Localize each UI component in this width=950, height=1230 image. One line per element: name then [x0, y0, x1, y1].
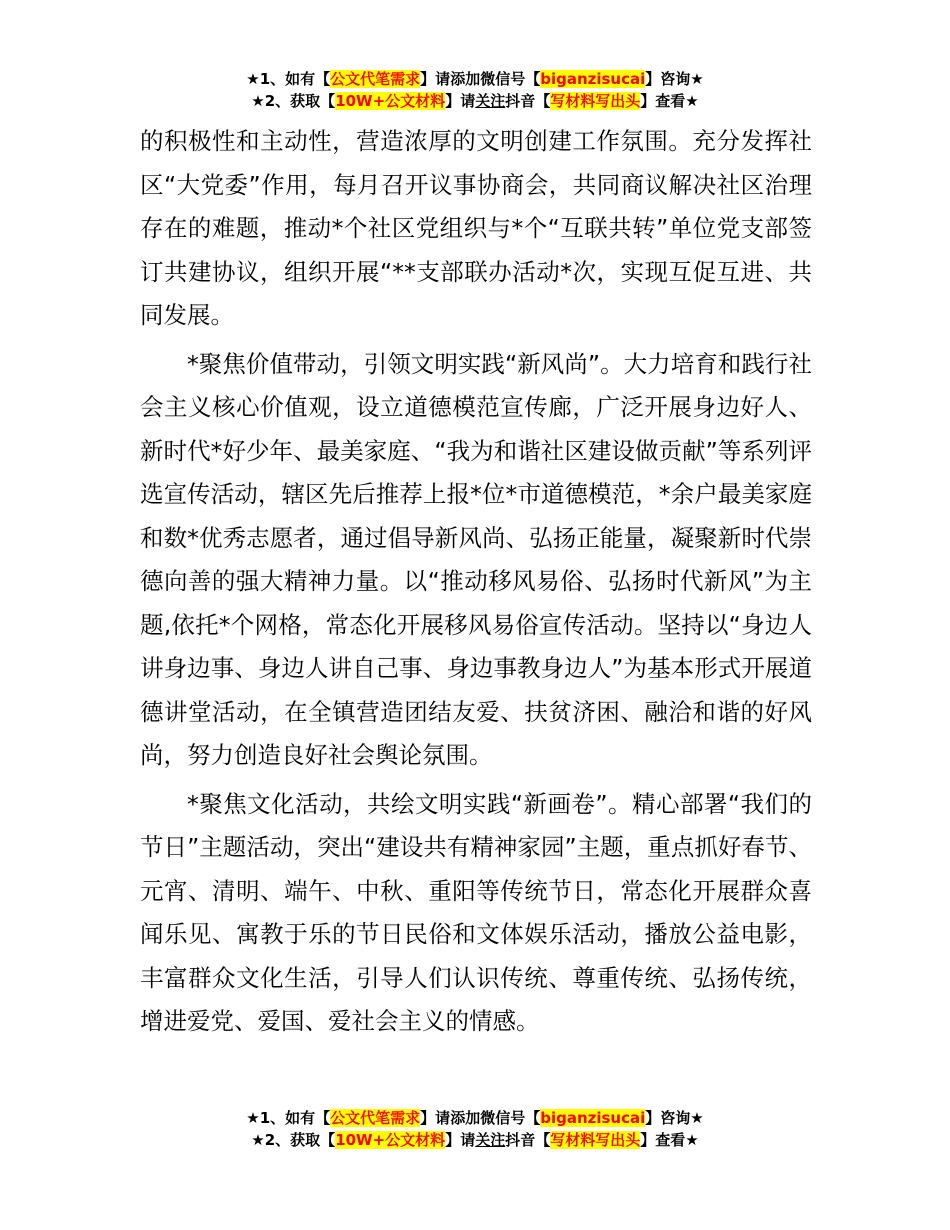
banner-line-2-mid: 】请 [445, 1131, 476, 1149]
banner-line-1 [0, 1107, 950, 1129]
banner-line-2-mid: 】请 [445, 92, 476, 110]
banner-line-2 [0, 90, 950, 112]
banner-line-2-underline-word: 关注 [475, 92, 506, 110]
banner-line-2-suffix: 】查看★ [640, 92, 699, 110]
banner-line-1-suffix: 】咨询★ [645, 70, 704, 88]
header-banner [0, 68, 950, 112]
banner-highlight-materials: 10W+公文材料 [335, 1131, 446, 1149]
document-body [140, 120, 812, 1044]
banner-line-2-prefix: ★2、获取【 [251, 1131, 336, 1149]
banner-line-1-suffix: 】咨询★ [645, 1109, 704, 1127]
paragraph-cultural-activities: *聚焦文化活动，共绘文明实践“新画卷”。精心部署“我们的节日”主题活动，突出“建设共有精神家园”主题，重点抓好春节、元宵、清明、端午、中秋、重阳等传统节日，常态化开展群众喜闻乐见、寓教于乐的节日民俗和文体娱乐活动，播放公益电影，丰富群众文化生活，引导人们认识传统、尊重传统、弘扬传统，增进爱党、爱国、爱社会主义的情感。 [140, 789, 812, 1035]
banner-line-1-mid2: 微信号【 [480, 1109, 541, 1127]
banner-highlight-writing-service: 公文代笔需求 [330, 1109, 421, 1127]
banner-line-1-prefix: ★1、如有【 [246, 1109, 331, 1127]
banner-line-1-bold-word: 添加 [450, 1109, 481, 1127]
banner-line-1-prefix: ★1、如有【 [246, 70, 331, 88]
banner-line-2-mid2: 抖音【 [505, 1131, 551, 1149]
banner-highlight-materials: 10W+公文材料 [335, 92, 446, 110]
banner-line-2-suffix: 】查看★ [640, 1131, 699, 1149]
banner-line-2-prefix: ★2、获取【 [251, 92, 336, 110]
banner-line-1-mid: 】请 [420, 1109, 451, 1127]
banner-highlight-douyin-account: 写材料写出头 [550, 1131, 641, 1149]
banner-line-1-bold-word: 添加 [450, 70, 481, 88]
banner-highlight-writing-service: 公文代笔需求 [330, 70, 421, 88]
paragraph-value-driven: *聚焦价值带动，引领文明实践“新风尚”。大力培育和践行社会主义核心价值观，设立道德模范宣传廊，广泛开展身边好人、新时代*好少年、最美家庭、“我为和谐社区建设做贡献”等系列评选宣传活动，辖区先后推荐上报*位*市道德模范，*余户最美家庭和数*优秀志愿者，通过倡导新风尚、弘扬正能量，凝聚新时代崇德向善的强大精神力量。以“推动移风易俗、弘扬时代新风”为主题,依托*个网格，常态化开展移风易俗宣传活动。坚持以“身边人讲身边事、身边人讲自己事、身边事教身边人”为基本形式开展道德讲堂活动，在全镇营造团结友爱、扶贫济困、融洽和谐的好风尚，努力创造良好社会舆论氛围。 [140, 349, 812, 769]
banner-line-2-underline-word: 关注 [475, 1131, 506, 1149]
banner-line-2-mid2: 抖音【 [505, 92, 551, 110]
banner-highlight-douyin-account: 写材料写出头 [550, 92, 641, 110]
paragraph-continuation: 的积极性和主动性，营造浓厚的文明创建工作氛围。充分发挥社区“大党委”作用，每月召开议事协商会，共同商议解决社区治理存在的难题，推动*个社区党组织与*个“互联共转”单位党支部签订共建协议，组织开展“**支部联办活动*次，实现互促互进、共同发展。 [140, 127, 812, 329]
banner-highlight-wechat-id: biganzisucai [540, 70, 646, 88]
banner-line-2 [0, 1129, 950, 1151]
banner-line-1-mid: 】请 [420, 70, 451, 88]
footer-banner [0, 1107, 950, 1151]
banner-line-1-mid2: 微信号【 [480, 70, 541, 88]
banner-highlight-wechat-id: biganzisucai [540, 1109, 646, 1127]
banner-line-1 [0, 68, 950, 90]
